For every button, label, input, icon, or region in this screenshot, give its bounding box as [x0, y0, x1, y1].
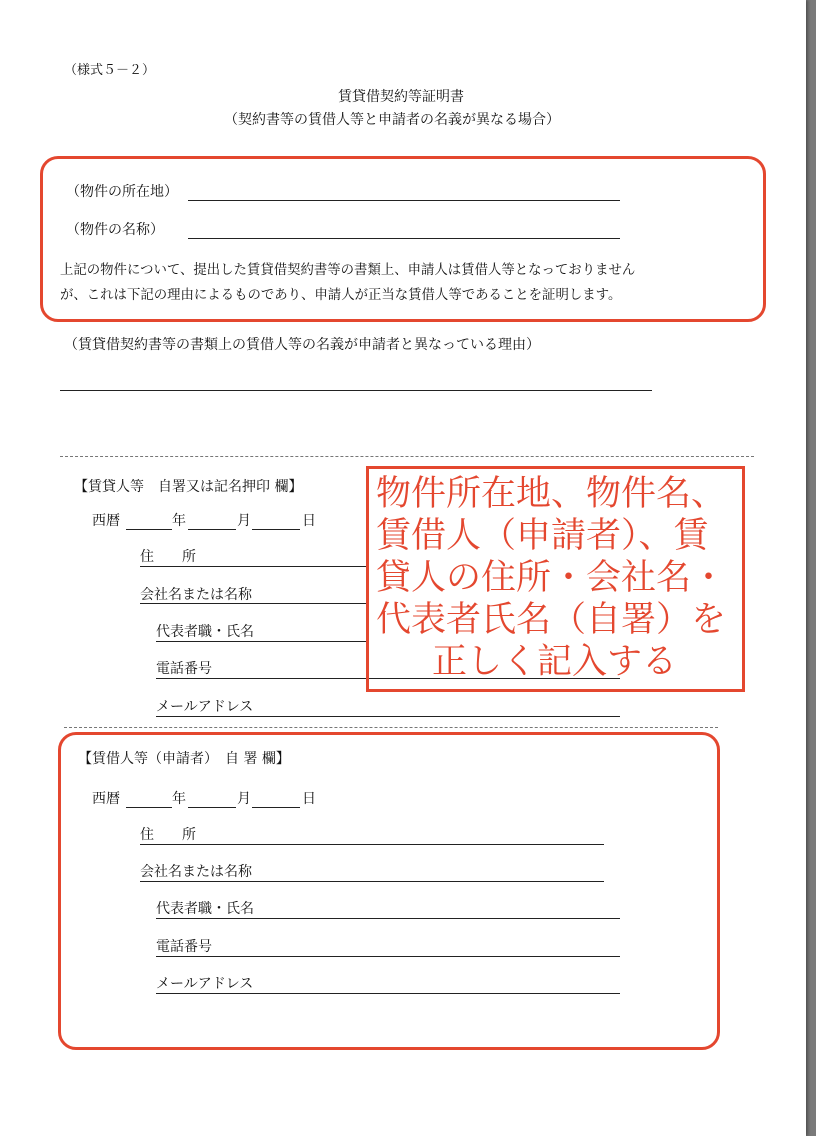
- lessor-era-line: [126, 529, 172, 530]
- lessee-heading: 【賃借人等（申請者） 自 署 欄】: [78, 751, 290, 767]
- callout-line3: 貸人の住所・会社名・: [376, 558, 727, 598]
- callout-line4: 代表者氏名（自署）を: [376, 600, 727, 640]
- lessor-address-label: 住 所: [140, 549, 196, 565]
- section-divider-2: [64, 727, 718, 728]
- lessee-email-label: メールアドレス: [156, 976, 254, 992]
- lessor-company-label: 会社名または名称: [140, 587, 252, 603]
- property-location-label: （物件の所在地）: [66, 184, 178, 200]
- lessee-phone-line: [156, 956, 620, 957]
- property-statement-line2: が、これは下記の理由によるものであり、申請人が正当な賃借人等であることを証明します。: [60, 288, 622, 303]
- lessee-year-line: [188, 807, 236, 808]
- lessor-heading: 【賃貸人等 自署又は記名押印 欄】: [74, 479, 303, 495]
- reason-line: [60, 390, 652, 391]
- form-number: （様式５－２）: [64, 63, 156, 78]
- lessor-phone-label: 電話番号: [156, 661, 212, 677]
- lessor-email-label: メールアドレス: [156, 699, 254, 715]
- lessee-representative-line: [156, 918, 620, 919]
- lessor-day-label: 日: [302, 513, 316, 529]
- reason-label: （賃貸借契約書等の書類上の賃借人等の名義が申請者と異なっている理由）: [64, 337, 540, 353]
- lessee-phone-label: 電話番号: [156, 939, 212, 955]
- lessor-year-label: 年: [172, 513, 186, 529]
- lessor-era-label: 西暦: [92, 513, 120, 529]
- lessor-month-line: [252, 529, 300, 530]
- callout-line5: 正しく記入する: [432, 642, 678, 682]
- callout-line1: 物件所在地、物件名、: [376, 474, 727, 514]
- lessee-representative-label: 代表者職・氏名: [156, 901, 254, 917]
- lessee-email-line: [156, 993, 620, 994]
- lessee-era-line: [126, 807, 172, 808]
- lessee-day-label: 日: [302, 791, 316, 807]
- section-divider: [60, 456, 754, 457]
- form-subtitle: （契約書等の賃借人等と申請者の名義が異なる場合）: [224, 112, 560, 128]
- callout-line2: 賃借人（申請者）、賃: [376, 516, 709, 556]
- property-location-line: [188, 200, 620, 201]
- lessee-address-line: [140, 844, 604, 845]
- lessor-representative-line: [156, 641, 368, 642]
- lessor-email-line: [156, 716, 620, 717]
- lessee-highlight-box: [58, 732, 720, 1050]
- property-statement-line1: 上記の物件について、提出した賃貸借契約書等の書類上、申請人は賃借人等となっておりません: [60, 263, 636, 278]
- lessee-company-label: 会社名または名称: [140, 864, 252, 880]
- lessee-month-label: 月: [237, 791, 251, 807]
- form-title: 賃貸借契約等証明書: [338, 89, 464, 105]
- lessor-year-line: [188, 529, 236, 530]
- property-name-line: [188, 238, 620, 239]
- lessor-company-line: [140, 603, 368, 604]
- lessor-address-line: [140, 566, 368, 567]
- lessor-month-label: 月: [237, 513, 251, 529]
- lessor-representative-label: 代表者職・氏名: [156, 624, 254, 640]
- property-name-label: （物件の名称）: [66, 222, 164, 238]
- lessee-company-line: [140, 881, 604, 882]
- lessee-month-line: [252, 807, 300, 808]
- lessee-address-label: 住 所: [140, 827, 196, 843]
- lessee-era-label: 西暦: [92, 791, 120, 807]
- lessee-year-label: 年: [172, 791, 186, 807]
